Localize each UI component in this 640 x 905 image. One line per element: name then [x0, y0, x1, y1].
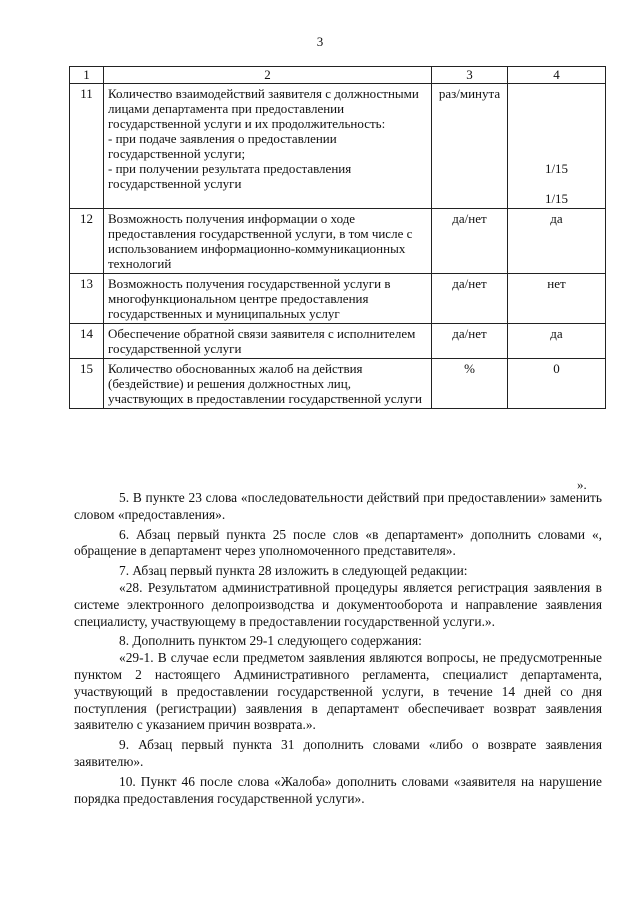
indicators-table: [69, 66, 606, 409]
indicator-text: Обеспечение обратной связи заявителя с исполнителем государственной услуги: [104, 324, 432, 359]
table-row: [70, 274, 606, 324]
indicator-sub-item: - при подаче заявления о предоставлении государственной услуги;: [108, 131, 337, 161]
row-number: 11: [70, 84, 104, 209]
table-row: [70, 324, 606, 359]
value-cell: [508, 84, 606, 209]
paragraph-7: 7. Абзац первый пункта 28 изложить в следующей редакции:: [119, 563, 468, 579]
value-cell: да: [508, 209, 606, 274]
unit-cell: да/нет: [432, 324, 508, 359]
unit-cell: %: [432, 359, 508, 409]
table-row: [70, 84, 606, 209]
table-row: [70, 209, 606, 274]
paragraph-9: 9. Абзац первый пункта 31 дополнить словами «либо о возврате заявления заявителю».: [74, 737, 602, 769]
table-closing-quote: ».: [577, 477, 587, 492]
value-sub-item: 1/15: [544, 161, 569, 176]
paragraph-10: 10. Пункт 46 после слова «Жалоба» дополнить словами «заявителя на нарушение порядка предоставления государственной услуги».: [74, 773, 602, 806]
indicator-sub-item: - при получении результата предоставления государственной услуги: [108, 161, 352, 191]
indicator-cell: [104, 84, 432, 209]
unit-cell: раз/минута: [432, 84, 508, 209]
indicator-text: Количество взаимодействий заявителя с должностными лицами департамента при предоставлении государственной услуги и их продолжительность:: [108, 86, 419, 131]
value-sub-item: 1/15: [544, 191, 569, 206]
table-header-row: [70, 67, 606, 84]
value-cell: нет: [508, 274, 606, 324]
header-cell: 3: [432, 67, 508, 84]
value-cell: да: [508, 324, 606, 359]
paragraph-7-quote: «28. Результатом административной процедуры является регистрация заявления в системе электронного делопроизводства и документооборота и направление заявления специалисту, участвующему в предоставлении государственной услуги.».: [74, 579, 602, 629]
row-number: 13: [70, 274, 104, 324]
header-cell: 2: [104, 67, 432, 84]
header-cell: 1: [70, 67, 104, 84]
table-row: [70, 359, 606, 409]
indicator-text: Возможность получения государственной услуги в многофункциональном центре предоставления государственных и муниципальных услуг: [104, 274, 432, 324]
indicator-text: Количество обоснованных жалоб на действия (бездействие) и решения должностных лиц, участвующих в предоставлении государственной услуги: [104, 359, 432, 409]
paragraph-5: 5. В пункте 23 слова «последовательности действий при предоставлении» заменить словом «предоставления».: [74, 490, 602, 522]
paragraph-8: 8. Дополнить пунктом 29-1 следующего содержания:: [119, 633, 422, 649]
amendments-body: [74, 490, 602, 807]
row-number: 14: [70, 324, 104, 359]
row-number: 12: [70, 209, 104, 274]
paragraph-6: 6. Абзац первый пункта 25 после слов «в департамент» дополнить словами «, обращение в департамент через уполномоченного представителя».: [74, 526, 602, 559]
unit-cell: да/нет: [432, 274, 508, 324]
page-number: 3: [316, 34, 324, 49]
value-cell: 0: [508, 359, 606, 409]
indicator-text: Возможность получения информации о ходе предоставления государственной услуги, в том числе с использованием информационно-коммуникационных технологий: [104, 209, 432, 274]
paragraph-8-quote: «29-1. В случае если предметом заявления являются вопросы, не предусмотренные пунктом 2 настоящего Административного регламента, специалист департамента, участвующий в предоставлении государственной услуги, в течение 14 дней со дня поступления (регистрации) заявления в департамент обеспечивает возврат заявления заявителю с указанием причин возврата.».: [74, 650, 602, 733]
header-cell: 4: [508, 67, 606, 84]
row-number: 15: [70, 359, 104, 409]
unit-cell: да/нет: [432, 209, 508, 274]
